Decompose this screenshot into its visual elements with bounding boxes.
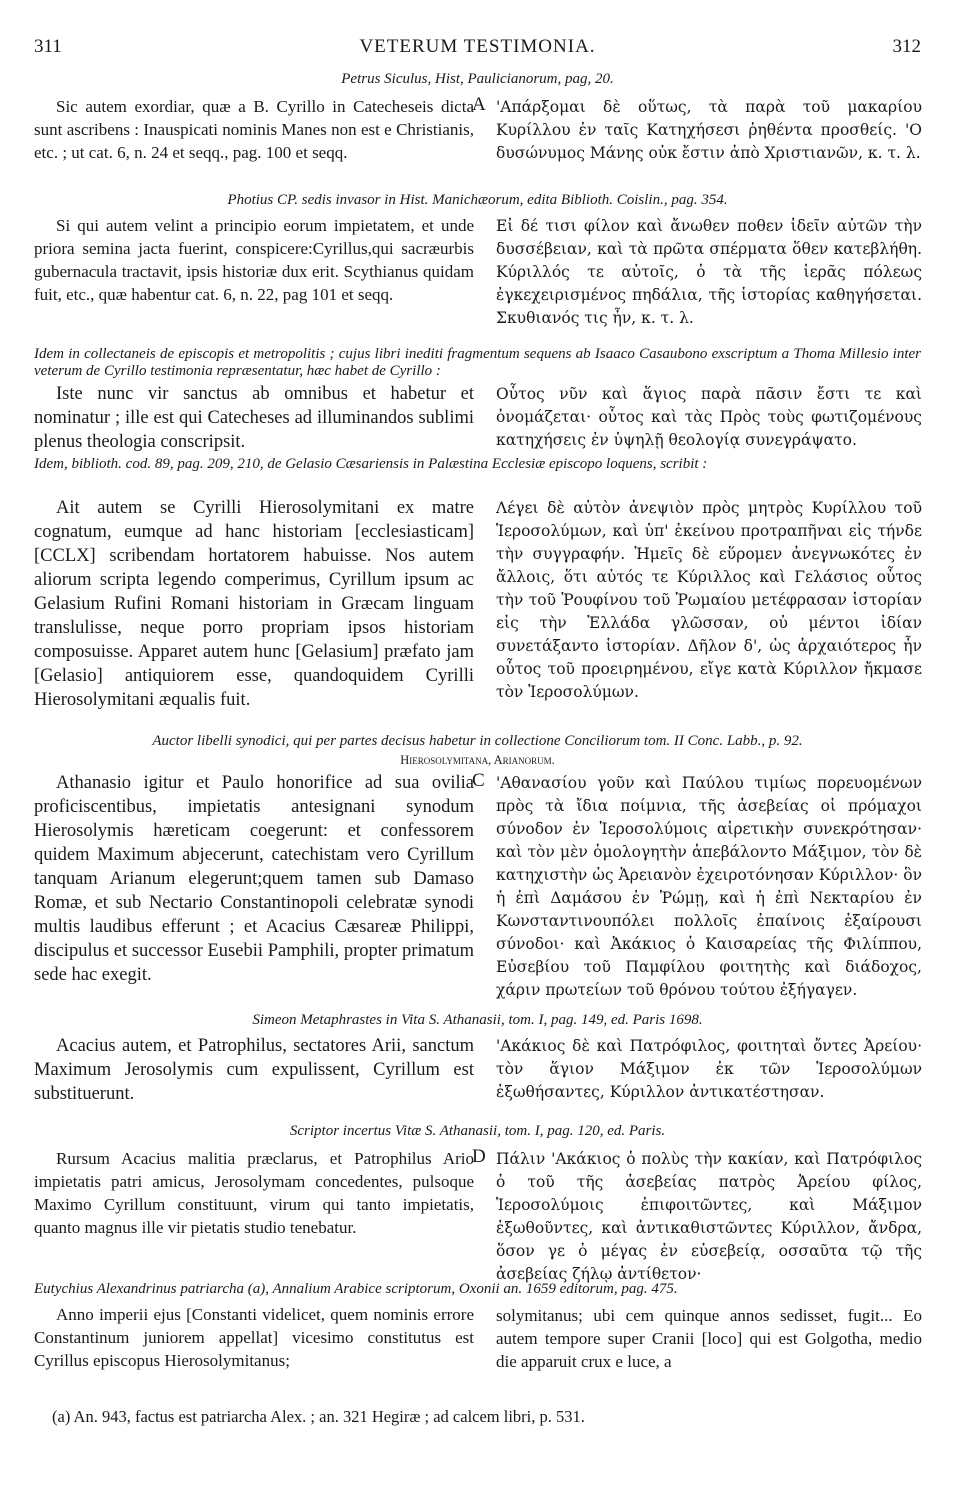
section-subcaption: Hierosolymitana, Arianorum.	[400, 753, 555, 767]
greek-text: 'Αθανασίου γοῦν καὶ Παύλου τιμίως πορευομένων πρὸς τὰ ἴδια ποίμνια, τῆς ἀσεβείας οἱ πρόμαχοι σύνοδον ἐν Ἱεροσολύμοις αἱρετικὴν συνεκρότησαν· καὶ τὸν μὲν ὁμολογητὴν ἀπεβάλοντο Μάξιμον, τὸν δὲ κατηχιστὴν ὡς Ἀρειανὸν ἐχειροτόνησαν Κύριλλον· ὃν ἡ ἐπὶ Δαμάσου ἐν Ῥώμῃ, καὶ ἡ ἐπὶ Νεκταρίου ἐν Κωνσταντινουπόλει πολλοῖς ἐπαίνοις ἐξαίρουσι σύνοδοι· καὶ Ἀκάκιος ὁ Καισαρείας τῆς Φιλίππου, Εὐσεβίου τοῦ Παμφίλου φοιτητὴς καὶ διάδοχος, χάριν πρωτείων τοῦ θρόνου τούτου ἐξήγαγεν.	[496, 774, 922, 999]
margin-marker: D	[472, 1146, 486, 1167]
running-title: VETERUM TESTIMONIA.	[359, 36, 596, 57]
section-caption: Eutychius Alexandrinus patriarcha (a), Annalium Arabice scriptorum, Oxonii an. 1659 editorum, pag. 475.	[34, 1281, 678, 1297]
section-caption: Simeon Metaphrastes in Vita S. Athanasii, tom. I, pag. 149, ed. Paris 1698.	[252, 1012, 703, 1028]
latin-text: Ait autem se Cyrilli Hierosolymitani ex matre cognatum, eumque ad hanc historiam [ecclesiasticam] [CCLX] scribendam hortatorem habuisse. Nos autem aliorum scripta legendo comperimus, Cyrillum ipsum ac Gelasium Rufini Romani historiam in Græcam linguam translulisse, neque porro propriam ipsos historiam composuisse. Apparet autem hunc [Gelasium] præfato jam [Gelasio] antiquiorem esse, quandoquidem Cyrilli Hierosolymitani æqualis fuit.	[34, 498, 474, 710]
latin-text: Sic autem exordiar, quæ a B. Cyrillo in Catecheseis dicta sunt ascribens : Inauspicati nominis Manes non est e Christianis, etc. ; ut cat. 6, n. 24 et seqq., pag. 100 et seqq.	[34, 97, 474, 162]
latin-text: Anno imperii ejus [Constanti videlicet, quem nominis errore Constantinum juniorem appellat] vicesimo constitutus est Cyrillus episcopus Hierosolymitanus;	[34, 1305, 474, 1370]
section-caption: Idem, biblioth. cod. 89, pag. 209, 210, de Gelasio Cæsariensis in Palæstina Ecclesiæ episcopo loquens, scribit :	[34, 456, 708, 472]
section-caption: Idem in collectaneis de episcopis et metropolitis ; cujus libri inediti fragmentum sequens ab Isaaco Casaubono exscriptum a Thoma Millesio inter veterum de Cyrillo testimonia repræsentatur, hæc habet de Cyrillo :	[34, 346, 921, 379]
latin-text: Acacius autem, et Patrophilus, sectatores Arii, sanctum Maximum Jerosolymis cum expulissent, Cyrillum est substituerunt.	[34, 1036, 474, 1104]
margin-marker: C	[472, 770, 485, 791]
section-caption: Auctor libelli synodici, qui per partes decisus habetur in collectione Conciliorum tom. II Conc. Labb., p. 92.	[152, 733, 803, 749]
greek-text: Πάλιν 'Ακάκιος ὁ πολὺς τὴν κακίαν, καὶ Πατρόφιλος ὁ τοῦ τῆς ἀσεβείας πατρὸς Ἀρείου φίλος, Ἱεροσολύμοις ἐπιφοιτῶντες, καὶ Μάξιμον ἐξωθοῦντες, καὶ ἀντικαθιστῶντες Κύριλλον, ἄνδρα, ὅσον γε ὁ μέγας ἐν εὐσεβείᾳ, οσσαῦτα τῷ τῆς ἀσεβείας ζήλῳ ἀντίθετον·	[496, 1150, 922, 1283]
latin-text-continued: solymitanus; ubi cem quinque annos sedisset, fugit... Eo autem tempore super Cranii [loco] qui est Golgotha, medio die apparuit crux e luce, a	[496, 1306, 922, 1371]
right-page-number: 312	[892, 36, 921, 57]
greek-text: 'Ακάκιος δὲ καὶ Πατρόφιλος, φοιτηταὶ ὄντες Ἀρείου· τὸν ἅγιον Μάξιμον ἐκ τῶν Ἱεροσολύμων ἐξωθήσαντες, Κύριλλον ἀντικατέστησαν.	[496, 1037, 922, 1101]
section-caption: Photius CP. sedis invasor in Hist. Manichæorum, edita Biblioth. Coislin., pag. 354.	[227, 192, 728, 208]
running-header	[34, 36, 921, 58]
latin-text: Iste nunc vir sanctus ab omnibus et habetur et nominatur ; ille est qui Catecheses ad illuminandos sublimi plenus theologia conscripsit.	[34, 384, 474, 452]
latin-text: Rursum Acacius malitia præclarus, et Patrophilus Ario impietatis patri amicus, Jerosolymam concedentes, pulsoque Maximo Cyrillum constituunt, virum qui tanto impietatis, quanto magnus ille vir pietatis studio tenebatur.	[34, 1149, 474, 1237]
margin-marker: A	[472, 94, 486, 115]
section-caption: Scriptor incertus Vitæ S. Athanasii, tom. I, pag. 120, ed. Paris.	[289, 1123, 666, 1139]
left-page-number: 311	[34, 36, 62, 57]
greek-text: Λέγει δὲ αὐτὸν ἀνεψιὸν πρὸς μητρὸς Κυρίλλου τοῦ Ἱεροσολύμων, καὶ ὑπ' ἐκείνου προτραπῆναι εἰς τήνδε τὴν συγγραφήν. Ἡμεῖς δὲ εὕρομεν ἀνεγνωκότες ἐν ἄλλοις, ὅτι αὐτός τε Κύριλλος καὶ Γελάσιος οὗτος τὴν τοῦ Ῥουφίνου τοῦ Ῥωμαίου μετέφρασαν ἱστορίαν εἰς τὴν Ἑλλάδα γλῶσσαν, οὐ μέντοι ἰδίαν συνετάξαντο ἱστορίαν. Δῆλον δ', ὡς ἀρχαιότερος ἦν οὗτος τοῦ προειρημένου, εἴγε κατὰ Κύριλλον ἤκμασε τὸν Ἱεροσολύμων.	[496, 499, 922, 701]
greek-text: Εἰ δέ τισι φίλον καὶ ἄνωθεν ποθεν ἰδεῖν αὐτῶν τὴν δυσσέβειαν, καὶ τὰ πρῶτα σπέρματα ὅθεν κατεβλήθη. Κύριλλός τε αὐτοῖς, ὁ τὰ τῆς ἱερᾶς πόλεως ἐγκεχειρισμένος πηδάλια, τῆς ἱστορίας καθηγήσεται. Σκυθιανός τις ἦν, κ. τ. λ.	[496, 217, 922, 327]
latin-text: Athanasio igitur et Paulo honorifice ad sua ovilia proficiscentibus, impietatis antesignani synodum Hierosolymis hæreticam coegerunt: et confessorem quidem Maximum abjecerunt, catechistam vero Cyrillum tanquam Arianum elegerunt;quem tamen sub Damaso Romæ, et sub Nectario Constantinopoli celebratæ synodi multis laudibus efferunt ; et Acacius Cæsareæ Philippi, discipulus et successor Eusebii Pamphili, propter primatum sede hac exegit.	[34, 773, 474, 985]
latin-text: Si qui autem velint a principio eorum impietatem, et unde priora semina jacta fuerint, conspicere:Cyrillus,qui sacræurbis gubernacula tractavit, ipsis historiæ dux erit. Scythianus quidam fuit, etc., quæ habentur cat. 6, n. 22, pag 101 et seqq.	[34, 216, 474, 304]
greek-text: 'Απάρξομαι δὲ οὕτως, τὰ παρὰ τοῦ μακαρίου Κυρίλλου ἐν ταῖς Κατηχήσεσι ῥηθέντα προσθείς. 'Ο δυσώνυμος Μάνης οὐκ ἔστιν ἀπὸ Χριστιανῶν, κ. τ. λ.	[496, 98, 922, 162]
section-caption: Petrus Siculus, Hist, Paulicianorum, pag, 20.	[341, 71, 614, 87]
footnote: (a) An. 943, factus est patriarcha Alex. ; an. 321 Hegiræ ; ad calcem libri, p. 531.	[52, 1407, 585, 1426]
greek-text: Οὗτος νῦν καὶ ἅγιος παρὰ πᾶσιν ἔστι τε καὶ ὀνομάζεται· οὗτος καὶ τὰς Πρὸς τοὺς φωτιζομένους κατηχήσεις ἐν ὑψηλῇ θεολογίᾳ συνεγράψατο.	[496, 385, 922, 449]
